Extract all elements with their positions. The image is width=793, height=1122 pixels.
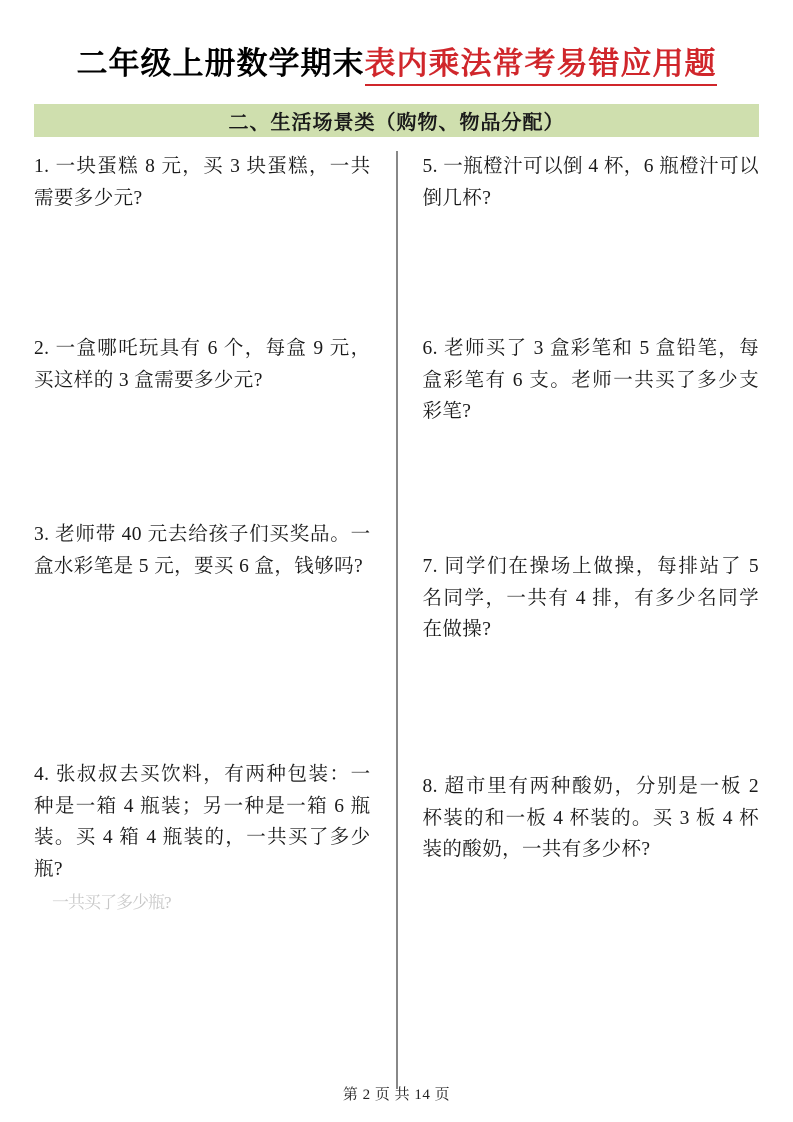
question-item: 8. 超市里有两种酸奶，分别是一板 2 杯装的和一板 4 杯装的。买 3 板 4 杯装的酸奶，一共有多少杯? [422,776,759,861]
question-item: 6. 老师买了 3 盒彩笔和 5 盒铅笔，每盒彩笔有 6 支。老师一共买了多少支彩笔? [422,338,759,423]
left-column [34,151,397,1091]
question-item: 4. 张叔叔去买饮料，有两种包装：一种是一箱 4 瓶装；另一种是一箱 6 瓶装。买 4 箱 4 瓶装的，一共买了多少瓶? [34,764,371,880]
right-column [397,151,760,1091]
page-title [34,38,759,86]
question-item: 5. 一瓶橙汁可以倒 4 杯，6 瓶橙汁可以倒几杯? [422,156,759,209]
section-heading-label: 二、生活场景类（购物、物品分配） [228,112,565,134]
section-heading-banner [34,104,759,137]
questions-columns [34,151,759,1091]
question-item: 2. 一盒哪吒玩具有 6 个，每盒 9 元，买这样的 3 盒需要多少元? [34,338,371,391]
page-title-highlight: 表内乘法常考易错应用题 [365,38,717,86]
page-title-primary: 二年级上册数学期末 [76,46,365,81]
page-footer: 第 2 页 共 14 页 [342,1087,451,1103]
question-item: 1. 一块蛋糕 8 元，买 3 块蛋糕，一共需要多少元? [34,156,371,209]
question-item: 3. 老师带 40 元去给孩子们买奖品。一盒水彩笔是 5 元，要买 6 盒，钱够吗? [34,524,371,577]
scan-artifact-text: 一共买了多少瓶? [52,893,171,912]
question-item: 7. 同学们在操场上做操，每排站了 5 名同学，一共有 4 排，有多少名同学在做操? [422,556,759,641]
